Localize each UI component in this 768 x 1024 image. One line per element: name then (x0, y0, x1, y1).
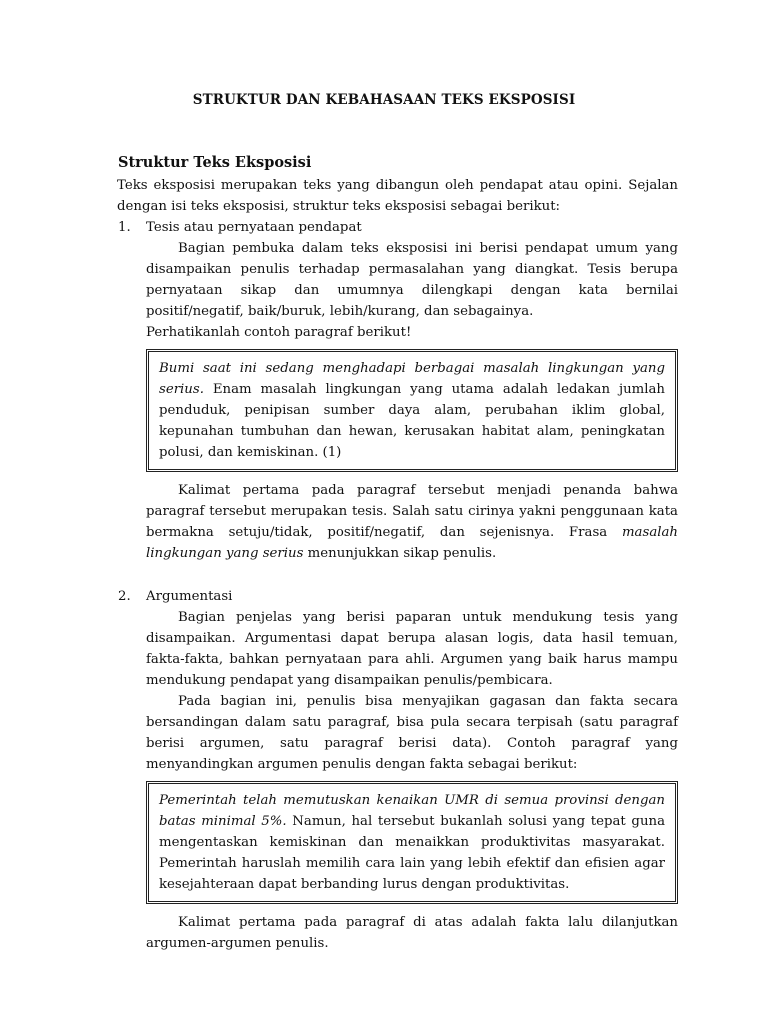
document-body (118, 152, 678, 954)
explanation-paragraph (146, 480, 678, 564)
paragraph: Bagian pembuka dalam teks eksposisi ini berisi pendapat umum yang disampaikan penulis terhadap permasalahan yang diangkat. Tesis berupa pernyataan sikap dan umumnya dilengkapi dengan kata bernilai positif/negatif, baik/buruk, lebih/kurang, dan sebagainya. (146, 241, 678, 319)
page-title: STRUKTUR DAN KEBAHASAAN TEKS EKSPOSISI (192, 92, 576, 108)
example-paragraph (159, 358, 665, 463)
example-italic-sentence: Pemerintah telah memutuskan kenaikan UMR di semua provinsi dengan batas minimal 5%. (159, 793, 665, 829)
example-rest: Enam masalah lingkungan yang utama adalah ledakan jumlah penduduk, penipisan sumber daya alam, perubahan iklim global, kepunahan tumbuhan dan hewan, kerusakan habitat alam, peningkatan polusi, dan kemiskinan. (1) (159, 382, 665, 460)
intro-paragraph: Teks eksposisi merupakan teks yang dibangun oleh pendapat atau opini. Sejalan dengan isi teks eksposisi, struktur teks eksposisi sebagai berikut: (117, 178, 678, 214)
example-paragraph (159, 790, 665, 895)
example-rest: Namun, hal tersebut bukanlah solusi yang tepat guna mengentaskan kemiskinan dan menaikkan produktivitas masyarakat. Pemerintah haruslah memilih cara lain yang lebih efektif dan efisien agar kesejahteraan dapat berbanding lurus dengan produktivitas. (159, 814, 665, 892)
list-item-title: Tesis atau pernyataan pendapat (146, 220, 362, 235)
explanation-text: Kalimat pertama pada paragraf tersebut menjadi penanda bahwa paragraf tersebut merupakan tesis. Salah satu cirinya yakni penggunaan kata bermakna setuju/tidak, positif/negatif, dan sejenisnya. Frasa (146, 483, 678, 540)
list-item-thesis (118, 217, 678, 564)
list-item-argument (118, 586, 678, 954)
paragraph: Pada bagian ini, penulis bisa menyajikan gagasan dan fakta secara bersandingan dalam satu paragraf, bisa pula secara terpisah (satu paragraf berisi argumen, satu paragraf berisi data). Contoh paragraf yang menyandingkan argumen penulis dengan fakta sebagai berikut: (146, 694, 678, 772)
spacer (118, 564, 678, 586)
explanation-italic-phrase: masalah lingkungan yang serius (146, 525, 678, 561)
example-box (146, 349, 678, 472)
list-number: 2. (118, 589, 131, 604)
explanation-paragraph: Kalimat pertama pada paragraf di atas adalah fakta lalu dilanjutkan argumen-argumen penulis. (146, 915, 678, 951)
section-heading: Struktur Teks Eksposisi (118, 154, 312, 171)
explanation-text-end: menunjukkan sikap penulis. (303, 546, 497, 561)
example-italic-sentence: Bumi saat ini sedang menghadapi berbagai masalah lingkungan yang serius. (159, 361, 665, 397)
list-number: 1. (118, 220, 131, 235)
instruction-text: Perhatikanlah contoh paragraf berikut! (146, 325, 412, 340)
example-box (146, 781, 678, 904)
list-item-title: Argumentasi (146, 589, 233, 604)
paragraph: Bagian penjelas yang berisi paparan untuk mendukung tesis yang disampaikan. Argumentasi dapat berupa alasan logis, data hasil temuan, fakta-fakta, bahkan pernyataan para ahli. Argumen yang baik harus mampu mendukung pendapat yang disampaikan penulis/pembicara. (146, 610, 678, 688)
